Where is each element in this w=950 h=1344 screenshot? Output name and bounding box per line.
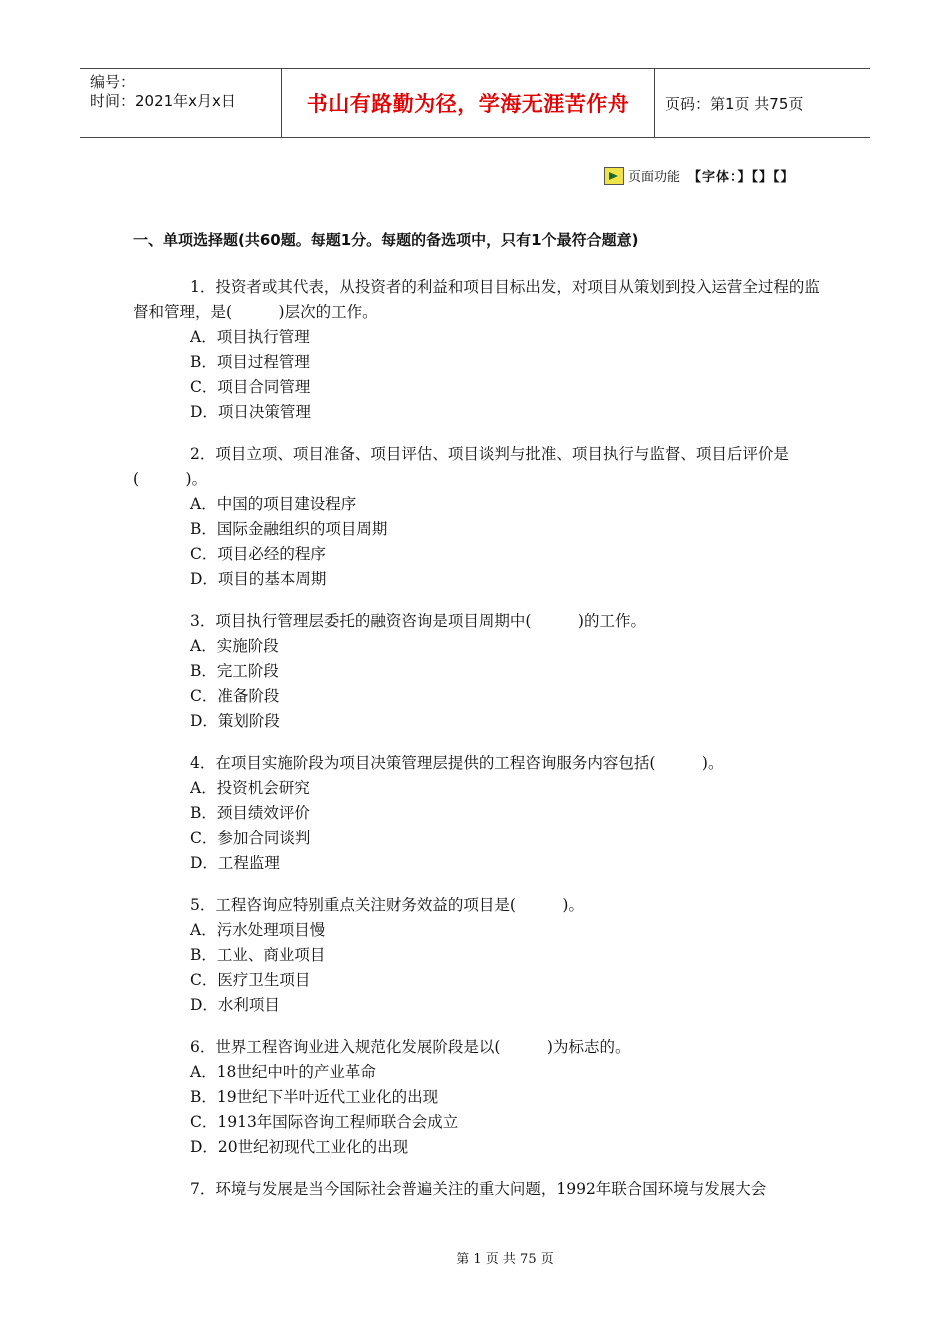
page-toolbar <box>604 166 795 185</box>
answer-option: A．中国的项目建设程序 <box>190 495 357 513</box>
question-text: 6．世界工程咨询业进入规范化发展阶段是以( )为标志的。 <box>190 1038 631 1056</box>
serial-label: 编号： <box>90 73 136 91</box>
header-motto-cell <box>282 69 655 137</box>
answer-option: D．策划阶段 <box>190 712 280 730</box>
answer-option: D．项目的基本周期 <box>190 570 327 588</box>
header-meta <box>80 69 282 137</box>
question-text: 1．投资者或其代表，从投资者的利益和项目目标出发，对项目从策划到投入运营全过程的监督和管理，是( )层次的工作。 <box>133 278 820 321</box>
page-info: 页码：第1页 共75页 <box>665 94 804 113</box>
question-text: 5．工程咨询应特别重点关注财务效益的项目是( )。 <box>190 896 584 914</box>
answer-option: A．投资机会研究 <box>190 779 310 797</box>
answer-option: B．完工阶段 <box>190 662 279 680</box>
question-item <box>133 751 833 876</box>
answer-option: A．污水处理项目慢 <box>190 921 326 939</box>
section-title: 一、单项选择题(共60题。每题1分。每题的备选项中，只有1个最符合题意) <box>133 231 639 249</box>
question-text: 4．在项目实施阶段为项目决策管理层提供的工程咨询服务内容包括( )。 <box>190 754 724 772</box>
question-text: 7．环境与发展是当今国际社会普遍关注的重大问题，1992年联合国环境与发展大会 <box>190 1180 767 1198</box>
question-text: 3．项目执行管理层委托的融资咨询是项目周期中( )的工作。 <box>190 612 646 630</box>
page-function-icon[interactable] <box>604 167 624 185</box>
answer-option: A．实施阶段 <box>190 637 279 655</box>
answer-option: B．国际金融组织的项目周期 <box>190 520 388 538</box>
question-item <box>133 1177 833 1202</box>
answer-option: D．水利项目 <box>190 996 280 1014</box>
answer-option: C．项目必经的程序 <box>190 545 326 563</box>
answer-option: D．工程监理 <box>190 854 280 872</box>
answer-option: C．医疗卫生项目 <box>190 971 311 989</box>
font-size-links[interactable]: 【字体：】【】【】 <box>688 170 795 185</box>
answer-option: B．工业、商业项目 <box>190 946 326 964</box>
motto: 书山有路勤为径，学海无涯苦作舟 <box>306 92 630 116</box>
question-text: 2．项目立项、项目准备、项目评估、项目谈判与批准、项目执行与监督、项目后评价是( )。 <box>133 445 789 488</box>
answer-option: B．项目过程管理 <box>190 353 310 371</box>
answer-option: C．1913年国际咨询工程师联合会成立 <box>190 1113 459 1131</box>
answer-option: A．项目执行管理 <box>190 328 310 346</box>
page-footer: 第 1 页 共 75 页 <box>456 1252 554 1267</box>
answer-option: B．19世纪下半叶近代工业化的出现 <box>190 1088 439 1106</box>
document-header <box>80 68 870 138</box>
question-item <box>133 893 833 1018</box>
answer-option: A．18世纪中叶的产业革命 <box>190 1063 376 1081</box>
answer-option: C．准备阶段 <box>190 687 280 705</box>
question-item <box>133 1035 833 1160</box>
question-list <box>133 275 833 1219</box>
question-item <box>133 442 833 592</box>
answer-option: D．项日决策管理 <box>190 403 311 421</box>
answer-option: C．项目合同管理 <box>190 378 311 396</box>
page-function-link[interactable]: 页面功能 <box>628 170 681 185</box>
answer-option: B．颈目绩效评价 <box>190 804 310 822</box>
answer-option: C．参加合同谈判 <box>190 829 311 847</box>
header-page-cell <box>655 69 870 137</box>
answer-option: D．20世纪初现代工业化的出现 <box>190 1138 409 1156</box>
question-item <box>133 275 833 425</box>
question-item <box>133 609 833 734</box>
time-label: 时间：2021年x月x日 <box>90 92 236 110</box>
